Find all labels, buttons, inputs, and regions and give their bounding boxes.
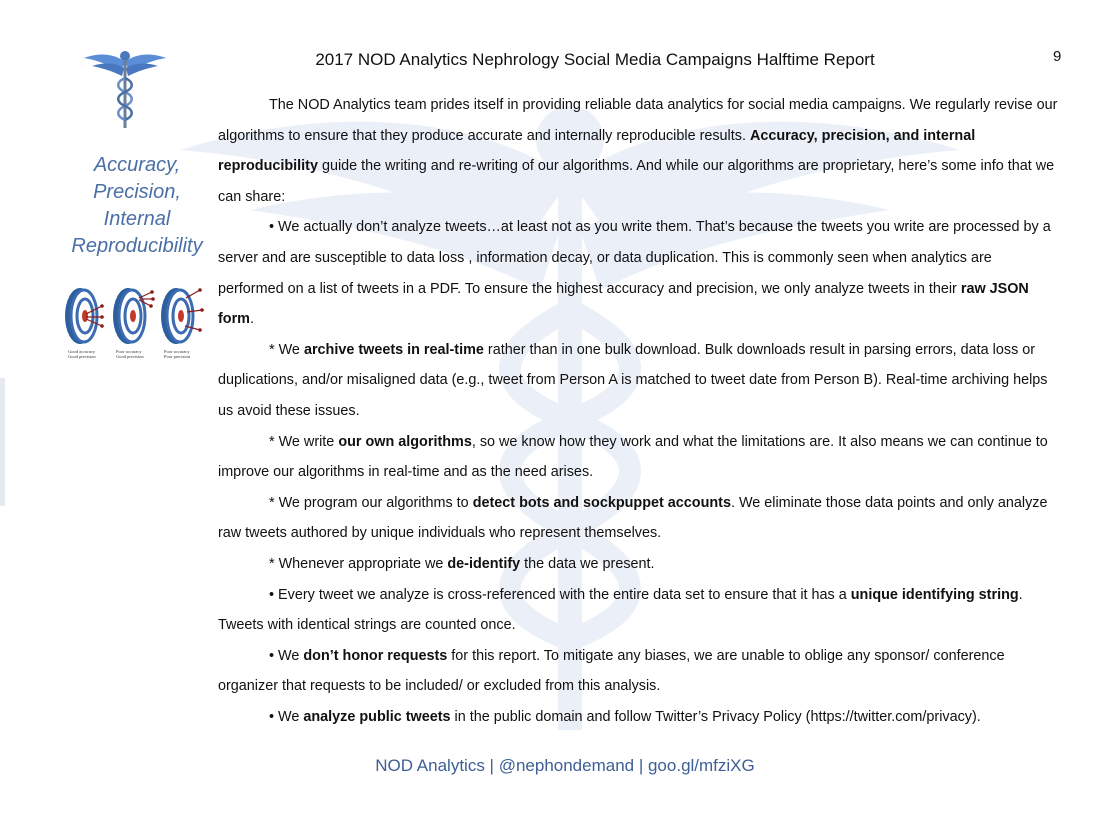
- sidebar-heading-line: Reproducibility: [71, 235, 203, 257]
- footer-credits: NOD Analytics | @nephondemand | goo.gl/mfziXG: [375, 756, 755, 775]
- bullet-paragraph: • Every tweet we analyze is cross-referenced with the entire data set to ensure that it has a unique identifying string. Tweets with identical strings are counted once.: [218, 586, 1023, 634]
- emphasis: our own algorithms: [338, 433, 472, 450]
- emphasis: raw JSON form: [218, 280, 1029, 328]
- bullet-paragraph: • We don’t honor requests for this report. To mitigate any biases, we are unable to oblige any sponsor/ conference organizer that requests to be included/ or excluded from this analysis.: [218, 647, 1005, 695]
- sidebar-heading-line: Precision,: [93, 181, 181, 203]
- bullet-paragraph: * Whenever appropriate we de-identify the data we present.: [269, 555, 655, 572]
- target-caption: Poor precision: [164, 354, 191, 359]
- target-icon: [161, 288, 204, 359]
- bullet-paragraph: * We archive tweets in real-time rather than in one bulk download. Bulk downloads result in parsing errors, data loss or duplications, and/or misaligned data (e.g., tweet from Person A is matched to tweet date from Person B). Real-time archiving helps us avoid these issues.: [218, 341, 1048, 419]
- emphasis: don’t honor requests: [303, 647, 448, 664]
- target-caption: Poor accuracy: [116, 349, 142, 354]
- intro-paragraph: The NOD Analytics team prides itself in providing reliable data analytics for social media campaigns. We regularly revise our algorithms to ensure that they produce accurate and internally reproducible results. Accuracy, precision, and internal reproducibility guide the writing and re-writing of our algorithms. And while our algorithms are proprietary, here’s some info that we can share:: [218, 97, 1058, 205]
- emphasis: archive tweets in real-time: [303, 341, 484, 358]
- emphasis: de-identify: [447, 555, 521, 572]
- report-body: [218, 90, 1060, 732]
- caduceus-logo-icon: [82, 48, 168, 130]
- target-icon: [113, 288, 155, 359]
- target-caption: Poor accuracy: [164, 349, 190, 354]
- target-caption: Good accuracy: [68, 349, 96, 354]
- emphasis: unique identifying string: [850, 586, 1019, 603]
- target-caption: Good precision: [68, 354, 96, 359]
- bullet-paragraph: • We analyze public tweets in the public domain and follow Twitter’s Privacy Policy (https://twitter.com/privacy).: [269, 708, 981, 725]
- bullet-paragraph: • We actually don’t analyze tweets…at least not as you write them. That’s because the tweets you write are processed by a server and are susceptible to data loss , information decay, or data duplication. This is commonly seen when analytics are performed on a list of tweets in a PDF. To ensure the highest accuracy and precision, we only analyze tweets in their raw JSON form.: [218, 219, 1051, 328]
- sidebar-heading-line: Internal: [103, 208, 171, 230]
- bullet-paragraph: * We program our algorithms to detect bots and sockpuppet accounts. We eliminate those data points and only analyze raw tweets authored by unique individuals who represent themselves.: [218, 494, 1048, 542]
- emphasis: Accuracy, precision, and internal reproducibility: [218, 127, 976, 175]
- emphasis: analyze public tweets: [303, 708, 451, 725]
- emphasis: detect bots and sockpuppet accounts: [472, 494, 731, 511]
- accuracy-targets-illustration: [60, 286, 210, 362]
- target-icon: [65, 288, 104, 359]
- left-edge-strip: [0, 378, 5, 506]
- sidebar-heading: [66, 152, 208, 260]
- page-number: 9: [1053, 48, 1062, 65]
- report-title: 2017 NOD Analytics Nephrology Social Media Campaigns Halftime Report: [315, 50, 875, 69]
- sidebar-heading-line: Accuracy,: [93, 154, 181, 176]
- target-caption: Good precision: [116, 354, 144, 359]
- bullet-paragraph: * We write our own algorithms, so we know how they work and what the limitations are. It also means we can continue to improve our algorithms in real-time and as the need arises.: [218, 433, 1048, 481]
